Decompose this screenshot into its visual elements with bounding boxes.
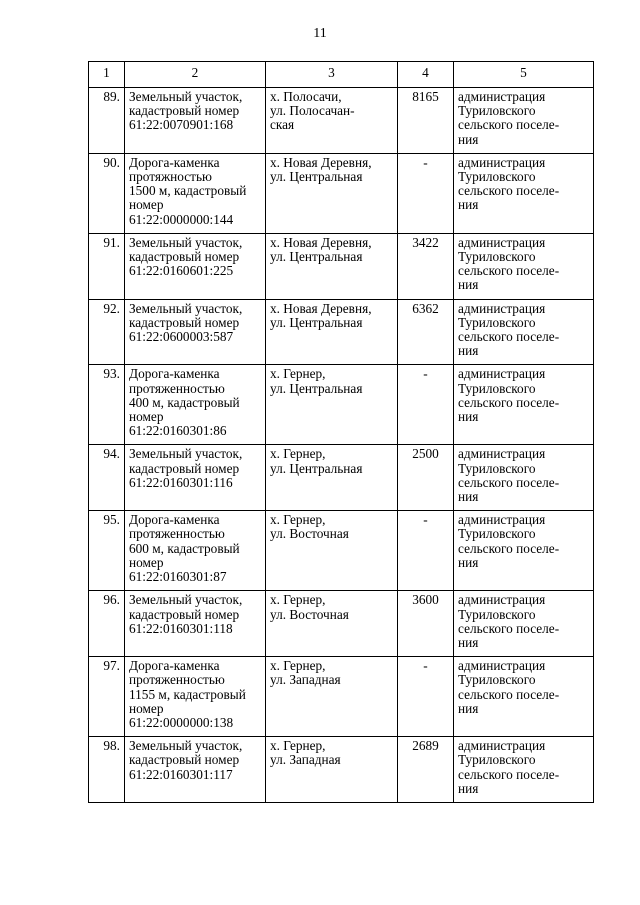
row-number-cell: 98.	[89, 737, 125, 803]
column-header: 5	[454, 62, 594, 88]
column-header: 1	[89, 62, 125, 88]
row-number-cell: 95.	[89, 511, 125, 591]
area-cell: -	[398, 657, 454, 737]
object-name-cell: Земельный участок, кадастровый номер 61:22:0160301:118	[125, 591, 266, 657]
table-row	[89, 153, 594, 233]
table-row	[89, 737, 594, 803]
area-cell: -	[398, 365, 454, 445]
column-header: 3	[266, 62, 398, 88]
table-row	[89, 233, 594, 299]
object-name-cell: Земельный участок, кадастровый номер 61:22:0070901:168	[125, 88, 266, 154]
owner-cell: администрация Туриловского сельского поселе- ния	[454, 737, 594, 803]
area-cell: 6362	[398, 299, 454, 365]
owner-cell: администрация Туриловского сельского поселе- ния	[454, 657, 594, 737]
table-body	[89, 88, 594, 803]
address-cell: х. Новая Деревня, ул. Центральная	[266, 153, 398, 233]
owner-cell: администрация Туриловского сельского поселе- ния	[454, 365, 594, 445]
row-number-cell: 92.	[89, 299, 125, 365]
area-cell: 2500	[398, 445, 454, 511]
address-cell: х. Гернер, ул. Центральная	[266, 365, 398, 445]
table-row	[89, 299, 594, 365]
address-cell: х. Полосачи, ул. Полосачан- ская	[266, 88, 398, 154]
area-cell: -	[398, 153, 454, 233]
table-row	[89, 88, 594, 154]
area-cell: -	[398, 511, 454, 591]
object-name-cell: Дорога-каменка протяженностью 1155 м, кадастровый номер 61:22:0000000:138	[125, 657, 266, 737]
object-name-cell: Земельный участок, кадастровый номер 61:22:0160601:225	[125, 233, 266, 299]
address-cell: х. Гернер, ул. Восточная	[266, 511, 398, 591]
owner-cell: администрация Туриловского сельского поселе- ния	[454, 153, 594, 233]
object-name-cell: Дорога-каменка протяженностью 600 м, кадастровый номер 61:22:0160301:87	[125, 511, 266, 591]
row-number-cell: 90.	[89, 153, 125, 233]
address-cell: х. Гернер, ул. Центральная	[266, 445, 398, 511]
column-header: 4	[398, 62, 454, 88]
table-row	[89, 511, 594, 591]
table-row	[89, 445, 594, 511]
row-number-cell: 94.	[89, 445, 125, 511]
table-row	[89, 657, 594, 737]
object-name-cell: Земельный участок, кадастровый номер 61:22:0600003:587	[125, 299, 266, 365]
row-number-cell: 93.	[89, 365, 125, 445]
owner-cell: администрация Туриловского сельского поселе- ния	[454, 445, 594, 511]
owner-cell: администрация Туриловского сельского поселе- ния	[454, 233, 594, 299]
address-cell: х. Гернер, ул. Восточная	[266, 591, 398, 657]
owner-cell: администрация Туриловского сельского поселе- ния	[454, 511, 594, 591]
owner-cell: администрация Туриловского сельского поселе- ния	[454, 88, 594, 154]
object-name-cell: Дорога-каменка протяжностью 1500 м, кадастровый номер 61:22:0000000:144	[125, 153, 266, 233]
area-cell: 8165	[398, 88, 454, 154]
area-cell: 3600	[398, 591, 454, 657]
object-name-cell: Земельный участок, кадастровый номер 61:22:0160301:116	[125, 445, 266, 511]
table-row	[89, 591, 594, 657]
address-cell: х. Новая Деревня, ул. Центральная	[266, 299, 398, 365]
row-number-cell: 91.	[89, 233, 125, 299]
row-number-cell: 89.	[89, 88, 125, 154]
address-cell: х. Гернер, ул. Западная	[266, 737, 398, 803]
property-registry-table	[88, 61, 594, 803]
owner-cell: администрация Туриловского сельского поселе- ния	[454, 299, 594, 365]
row-number-cell: 96.	[89, 591, 125, 657]
table-row	[89, 365, 594, 445]
owner-cell: администрация Туриловского сельского поселе- ния	[454, 591, 594, 657]
address-cell: х. Новая Деревня, ул. Центральная	[266, 233, 398, 299]
area-cell: 3422	[398, 233, 454, 299]
object-name-cell: Земельный участок, кадастровый номер 61:22:0160301:117	[125, 737, 266, 803]
row-number-cell: 97.	[89, 657, 125, 737]
page-number: 11	[313, 26, 327, 41]
area-cell: 2689	[398, 737, 454, 803]
address-cell: х. Гернер, ул. Западная	[266, 657, 398, 737]
object-name-cell: Дорога-каменка протяженностью 400 м, кадастровый номер 61:22:0160301:86	[125, 365, 266, 445]
table-header-row	[89, 62, 594, 88]
column-header: 2	[125, 62, 266, 88]
